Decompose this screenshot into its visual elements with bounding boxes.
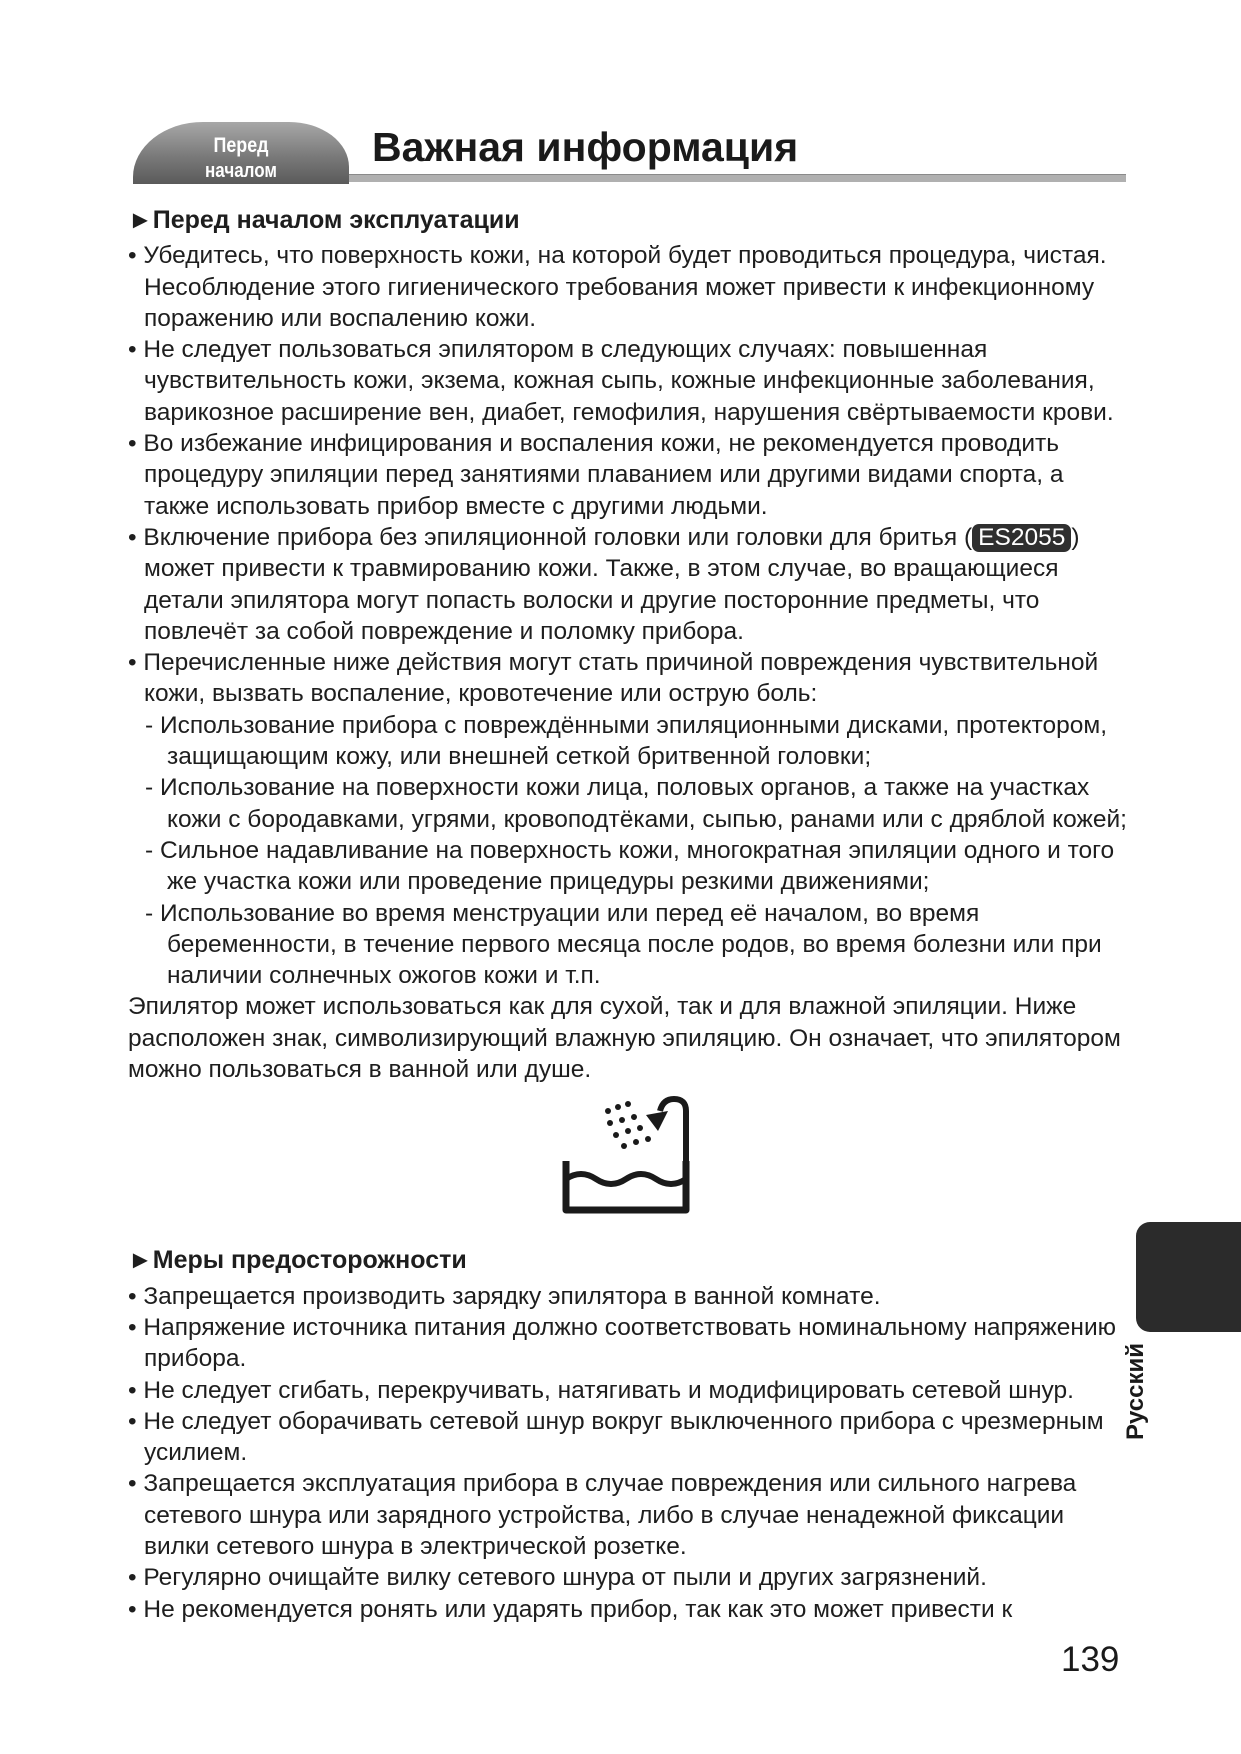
dash-item: - Использование прибора с повреждёнными эпиляционными дисками, протектором, защищающим кожу, или внешней сеткой бритвенной головки; (145, 711, 1108, 771)
dash-item: - Использование на поверхности кожи лица, половых органов, а также на участках кожи с бородавками, угрями, кровоподтёками, сыпью, ранами или с дряблой кожей; (145, 774, 1127, 833)
dash-item: - Сильное надавливание на поверхность кожи, многократная эпиляции одного и того же участка кожи или проведение прицедуры резкими движениями; (145, 836, 1115, 896)
bullet-item: • Убедитесь, что поверхность кожи, на которой будет проводиться процедура, чистая. Несоблюдение этого гигиенического требования может привести к инфекционному поражению или воспалению кожи. (128, 242, 1107, 332)
section-tab-line1: Перед (213, 134, 269, 157)
section-heading-precautions: ►Меры предосторожности (128, 1246, 467, 1275)
section-tab (133, 122, 349, 205)
bullet-item: • Напряжение источника питания должно соответствовать номинальному напряжению прибора. (128, 1313, 1117, 1373)
bullet-item: • Не следует сгибать, перекручивать, натягивать и модифицировать сетевой шнур. (128, 1376, 1074, 1404)
bullet-text: ) может привести к травмированию кожи. Также, в этом случае, во вращающиеся детали эпилятора могут попасть волоски и другие посторонние предметы, что повлечёт за собой повреждение и поломку прибора. (144, 523, 1080, 645)
model-badge: ES2055 (972, 524, 1071, 552)
page-number: 139 (1061, 1640, 1120, 1679)
wet-symbol (128, 1085, 1128, 1245)
bullet-item: • Регулярно очищайте вилку сетевого шнура от пыли и других загрязнений. (128, 1564, 987, 1592)
main-content (128, 205, 1128, 1625)
dash-item: - Использование во время менструации или перед её началом, во время беременности, в течение первого месяца после родов, во время болезни или при наличии солнечных ожогов кожи и т.п. (145, 899, 1102, 990)
section-tab-line2: началом эксплуатации (183, 160, 299, 205)
bullet-item-model (128, 522, 1128, 647)
bullet-item: • Не следует пользоваться эпилятором в следующих случаях: повышенная чувствительность кожи, экзема, кожная сыпь, кожные инфекционные заболевания, варикозное расширение вен, диабет, гемофилия, нарушения свёртываемости крови. (128, 336, 1114, 426)
bullet-item: • Запрещается производить зарядку эпилятора в ванной комнате. (128, 1282, 881, 1310)
section-heading-before-use: ►Перед началом эксплуатации (128, 206, 520, 234)
bullet-item: • Не следует оборачивать сетевой шнур вокруг выключенного прибора с чрезмерным усилием. (128, 1407, 1104, 1467)
shower-bath-icon (548, 1093, 708, 1223)
language-label: Русский (1122, 1343, 1149, 1440)
bullet-item: • Не рекомендуется ронять или ударять прибор, так как это может привести к (128, 1595, 1013, 1623)
wet-use-paragraph: Эпилятор может использоваться как для сухой, так и для влажной эпиляции. Ниже расположен знак, символизирующий влажную эпиляцию. Он означает, что эпилятором можно пользоваться в ванной или душе. (128, 993, 1121, 1084)
title-underline (349, 174, 1126, 182)
bullet-item: • Во избежание инфицирования и воспаления кожи, не рекомендуется проводить процедуру эпиляции перед занятиями плаванием или другими видами спорта, а также использовать прибор вместе с другими людьми. (128, 430, 1064, 520)
bullet-text: • Включение прибора без эпиляционной головки или головки для бритья ( (128, 523, 973, 551)
bullet-item: • Запрещается эксплуатация прибора в случае повреждения или сильного нагрева сетевого шнура или зарядного устройства, либо в случае ненадежной фиксации вилки сетевого шнура в электрической розетке. (128, 1470, 1077, 1560)
bullet-item: • Перечисленные ниже действия могут стать причиной повреждения чувствительной кожи, вызвать воспаление, кровотечение или острую боль: (128, 649, 1099, 708)
page-title: Важная информация (372, 124, 799, 170)
language-tab (1136, 1222, 1241, 1332)
